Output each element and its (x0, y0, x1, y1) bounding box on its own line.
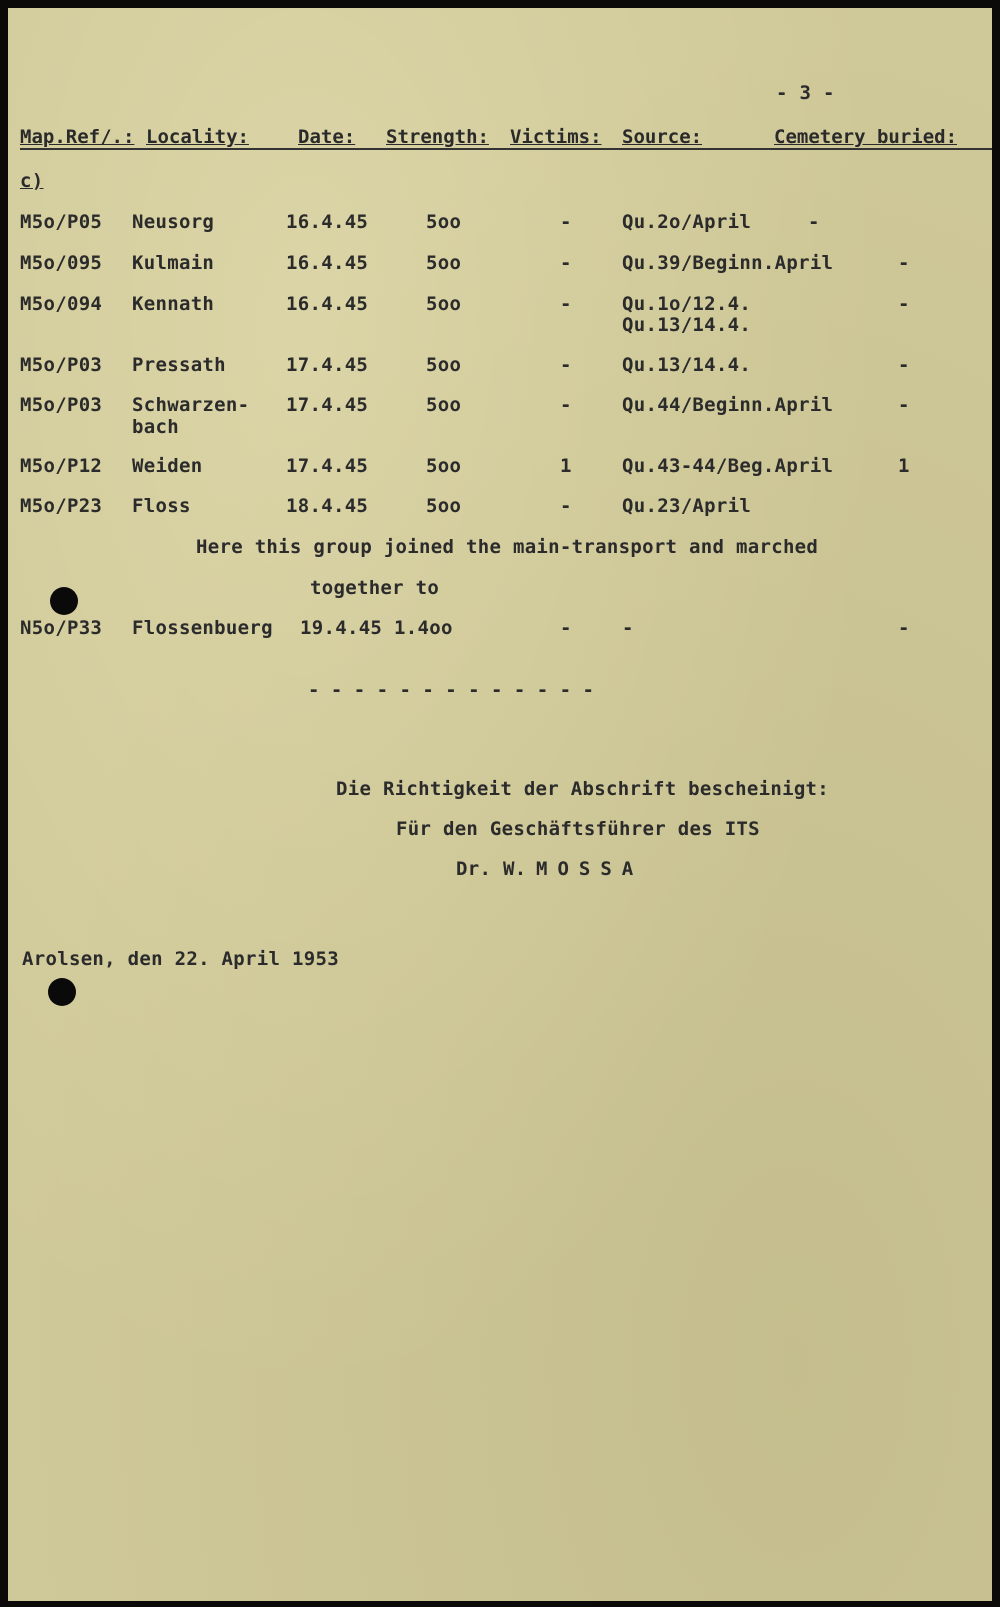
cell-victims: 1 (560, 455, 572, 477)
cell-locality: Neusorg (132, 211, 215, 233)
cell-victims: - (560, 354, 572, 376)
cell-date: 17.4.45 (286, 394, 369, 416)
cell-locality: Kulmain (132, 252, 215, 274)
punch-hole-top (50, 587, 78, 615)
cell-strength: 5oo (426, 394, 462, 416)
cell-victims: - (560, 211, 572, 233)
cell-victims: - (560, 394, 572, 416)
cell-locality: Weiden (132, 455, 203, 477)
header-source: Source: (622, 126, 703, 148)
document-page (8, 8, 992, 1601)
cell-source-line2: Qu.13/14.4. (622, 314, 752, 336)
cell-mapref: M5o/095 (20, 252, 103, 274)
cell-mapref: M5o/P23 (20, 495, 103, 517)
cell-source: Qu.44/Beginn.April (622, 394, 834, 416)
cell-strength: 5oo (426, 455, 462, 477)
cell-locality-line2: bach (132, 416, 179, 438)
cell-source: Qu.39/Beginn.April (622, 252, 834, 274)
cell-mapref: M5o/P03 (20, 354, 103, 376)
certification-line-2: Für den Geschäftsführer des ITS (396, 818, 760, 840)
cell-strength: 5oo (426, 354, 462, 376)
header-victims: Victims: (510, 126, 602, 148)
cell-locality: Schwarzen- (132, 394, 250, 416)
cell-buried: - (898, 354, 910, 376)
cell-source: Qu.13/14.4. (622, 354, 752, 376)
cell-mapref: M5o/P12 (20, 455, 103, 477)
cell-victims: - (560, 495, 572, 517)
cell-source: - (622, 617, 634, 639)
cell-locality: Floss (132, 495, 191, 517)
cell-buried: - (808, 211, 820, 233)
separator-line: - - - - - - - - - - - - - (308, 679, 594, 701)
cell-mapref: M5o/094 (20, 293, 103, 315)
cell-buried: - (898, 252, 910, 274)
cell-source: Qu.23/April (622, 495, 752, 517)
header-mapref: Map.Ref/.: (20, 126, 135, 148)
cell-date: 16.4.45 (286, 252, 369, 274)
header-strength: Strength: (386, 126, 489, 148)
cell-victims: - (560, 293, 572, 315)
cell-date: 17.4.45 (286, 354, 369, 376)
certification-line-1: Die Richtigkeit der Abschrift bescheinigt: (336, 778, 830, 800)
header-locality: Locality: (146, 126, 249, 148)
cell-date: 18.4.45 (286, 495, 369, 517)
cell-mapref: M5o/P05 (20, 211, 103, 233)
cell-victims: - (560, 617, 572, 639)
cell-victims: - (560, 252, 572, 274)
note-line-1: Here this group joined the main-transport and marched (196, 536, 819, 558)
signatory-name: MOSSA (536, 858, 644, 880)
cell-date: 16.4.45 (286, 211, 369, 233)
cell-source: Qu.1o/12.4. (622, 293, 752, 315)
cell-locality: Kennath (132, 293, 215, 315)
cell-date: 19.4.45 (300, 617, 383, 639)
cell-strength: 5oo (426, 293, 462, 315)
cell-date: 16.4.45 (286, 293, 369, 315)
cell-source: Qu.2o/April (622, 211, 752, 233)
cell-mapref: M5o/P03 (20, 394, 103, 416)
cell-buried: - (898, 293, 910, 315)
header-cemetery: Cemetery buried: (774, 126, 958, 148)
note-line-2: together to (310, 577, 440, 599)
punch-hole-bottom (48, 978, 76, 1006)
cell-strength: 5oo (426, 211, 462, 233)
cell-strength: 5oo (426, 252, 462, 274)
section-label: c) (20, 170, 44, 192)
cell-strength: 1.4oo (394, 617, 453, 639)
cell-locality: Flossenbuerg (132, 617, 273, 639)
cell-date: 17.4.45 (286, 455, 369, 477)
cell-mapref: N5o/P33 (20, 617, 103, 639)
signatory-prefix: Dr. W. (456, 858, 527, 880)
cell-buried: - (898, 617, 910, 639)
page-number: - 3 - (776, 82, 835, 104)
cell-source: Qu.43-44/Beg.April (622, 455, 834, 477)
cell-locality: Pressath (132, 354, 226, 376)
header-rule (20, 148, 992, 150)
place-date: Arolsen, den 22. April 1953 (22, 948, 339, 970)
cell-strength: 5oo (426, 495, 462, 517)
header-date: Date: (298, 126, 356, 148)
cell-buried: 1 (898, 455, 910, 477)
cell-buried: - (898, 394, 910, 416)
